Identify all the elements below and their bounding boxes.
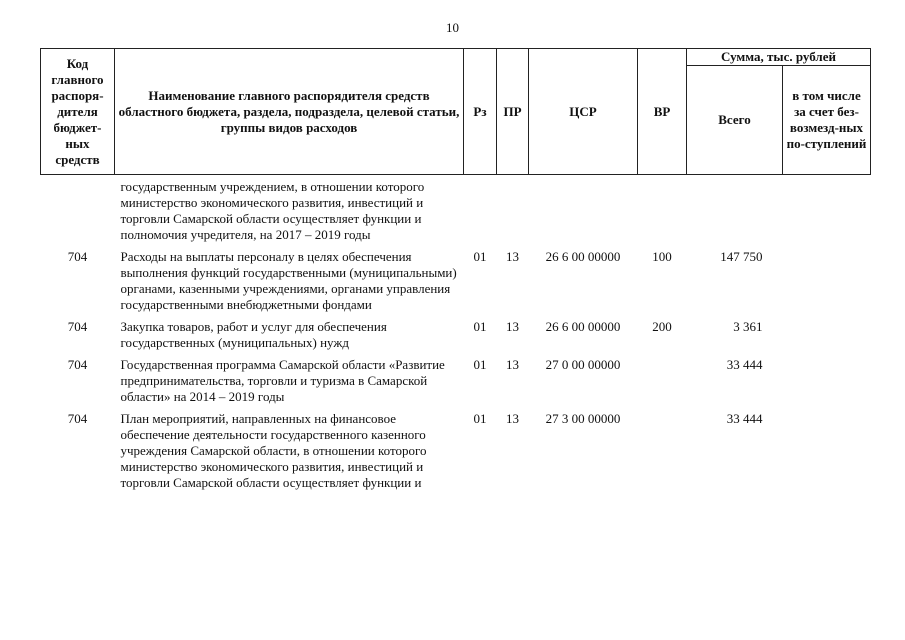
- cell-rz: [464, 175, 497, 250]
- cell-total: 147 750: [720, 249, 763, 264]
- header-csr: ЦСР: [529, 49, 638, 175]
- cell-pr: 13: [506, 249, 519, 264]
- header-total: Всего: [687, 66, 783, 175]
- cell-incl: [783, 249, 871, 319]
- cell-csr: 26 6 00 00000: [545, 249, 621, 264]
- cell-rz: 01: [473, 319, 487, 334]
- cell-name: Расходы на выплаты персоналу в целях обеспечения выполнения функций государственными (муниципальными) органами, казенными учреждениями, органами управления государственными внебюджетными фондами: [120, 249, 457, 312]
- cell-code: 704: [67, 319, 88, 334]
- cell-name: Государственная программа Самарской области «Развитие предпринимательства, торговли и туризма в Самарской области» на 2014 – 2019 годы: [120, 357, 445, 404]
- cell-rz: 01: [473, 357, 487, 372]
- cell-rz: 01: [473, 411, 487, 426]
- table-header: [41, 49, 871, 175]
- header-rz: Рз: [464, 49, 497, 175]
- cell-total: 33 444: [726, 411, 763, 426]
- cell-total: 3 361: [733, 319, 763, 334]
- table-row: [41, 175, 871, 250]
- cell-code: 704: [67, 249, 88, 264]
- cell-csr: 27 3 00 00000: [545, 411, 621, 426]
- cell-incl: [783, 175, 871, 250]
- table-row: [41, 249, 871, 319]
- table-body: [41, 175, 871, 498]
- header-pr: ПР: [497, 49, 529, 175]
- cell-vr: [638, 175, 687, 250]
- cell-total: [687, 175, 783, 250]
- cell-incl: [783, 357, 871, 411]
- cell-code: 704: [67, 357, 88, 372]
- page-number: 10: [446, 20, 459, 35]
- cell-vr: 200: [652, 319, 672, 334]
- cell-pr: 13: [506, 357, 519, 372]
- cell-code: 704: [67, 411, 88, 426]
- table-row: [41, 319, 871, 357]
- cell-csr: [529, 175, 638, 250]
- cell-rz: 01: [473, 249, 487, 264]
- cell-incl: [783, 319, 871, 357]
- header-vr: ВР: [638, 49, 687, 175]
- cell-name: государственным учреждением, в отношении которого министерство экономического развития, инвестиций и торговли Самарской области осуществляет функции и полномочия учредителя, на 2017 – 2019 годы: [120, 179, 425, 242]
- cell-pr: 13: [506, 411, 519, 426]
- cell-csr: 27 0 00 00000: [545, 357, 621, 372]
- cell-name: Закупка товаров, работ и услуг для обеспечения государственных (муниципальных) нужд: [120, 319, 387, 350]
- table-row: [41, 357, 871, 411]
- budget-table: [40, 48, 871, 497]
- header-code: Код главного распоря-дителя бюджет-ных средств: [41, 49, 115, 175]
- cell-vr: [638, 357, 687, 411]
- cell-vr: 100: [652, 249, 672, 264]
- cell-csr: 26 6 00 00000: [545, 319, 621, 334]
- header-sum-group: Сумма, тыс. рублей: [687, 49, 871, 66]
- header-name: Наименование главного распорядителя средств областного бюджета, раздела, подраздела, целевой статьи, группы видов расходов: [115, 49, 464, 175]
- cell-name: План мероприятий, направленных на финансовое обеспечение деятельности государственного казенного учреждения Самарской области, в отношении которого министерство экономического развития, инвестиций и торговли Самарской области осуществляет функции и: [120, 411, 427, 490]
- cell-pr: 13: [506, 319, 519, 334]
- cell-total: 33 444: [726, 357, 763, 372]
- cell-incl: [783, 411, 871, 497]
- table-row: [41, 411, 871, 497]
- cell-pr: [497, 175, 529, 250]
- cell-code: [41, 175, 115, 250]
- header-incl-gratis: в том числе за счет без-возмезд-ных по-ступлений: [783, 66, 871, 175]
- cell-vr: [638, 411, 687, 497]
